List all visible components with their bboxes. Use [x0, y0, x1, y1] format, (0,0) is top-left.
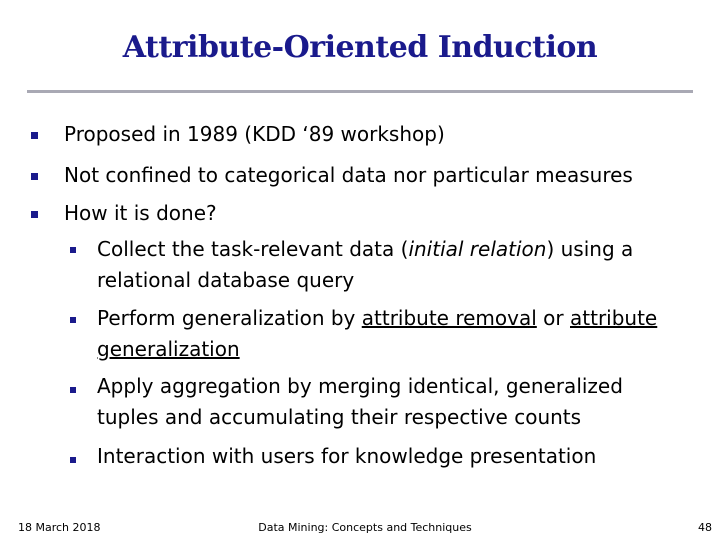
sub-bullet-item-1 [97, 234, 633, 296]
sub-bullet-italic: initial relation [408, 237, 547, 261]
bullet-item-2 [64, 160, 633, 191]
title-rule [27, 90, 693, 93]
bullet-item-3 [64, 198, 217, 229]
sub-bullet-text: Collect the task-relevant data ( [97, 237, 409, 261]
bullet-text: How it is done? [64, 201, 217, 225]
sub-bullet-item-2 [97, 303, 657, 365]
slide-title: Attribute-Oriented Induction [122, 30, 598, 65]
bullet-text: Proposed in 1989 (KDD ‘89 workshop) [64, 122, 445, 146]
sub-bullet-text: or [536, 306, 570, 330]
underlined-term: attribute [570, 306, 658, 330]
square-bullet-icon [70, 387, 76, 393]
footer-course: Data Mining: Concepts and Techniques [258, 521, 472, 534]
square-bullet-icon [31, 211, 38, 218]
sub-bullet-text: Interaction with users for knowledge presentation [97, 444, 597, 468]
square-bullet-icon [70, 457, 76, 463]
bullet-text: Not confined to categorical data nor particular measures [64, 163, 633, 187]
sub-bullet-text: relational database query [97, 268, 355, 292]
sub-bullet-text: Perform generalization by [97, 306, 362, 330]
square-bullet-icon [70, 247, 76, 253]
sub-bullet-text: Apply aggregation by merging identical, generalized [97, 374, 623, 398]
underlined-term: attribute removal [361, 306, 537, 330]
underlined-term: generalization [97, 337, 240, 361]
bullet-item-1 [64, 119, 445, 150]
sub-bullet-item-3 [97, 371, 623, 433]
square-bullet-icon [31, 132, 38, 139]
sub-bullet-text: ) using a [546, 237, 634, 261]
sub-bullet-item-4 [97, 441, 596, 472]
square-bullet-icon [70, 317, 76, 323]
footer-page-number: 48 [698, 521, 712, 534]
sub-bullet-text: tuples and accumulating their respective counts [97, 405, 582, 429]
footer-date: 18 March 2018 [18, 521, 101, 534]
square-bullet-icon [31, 173, 38, 180]
